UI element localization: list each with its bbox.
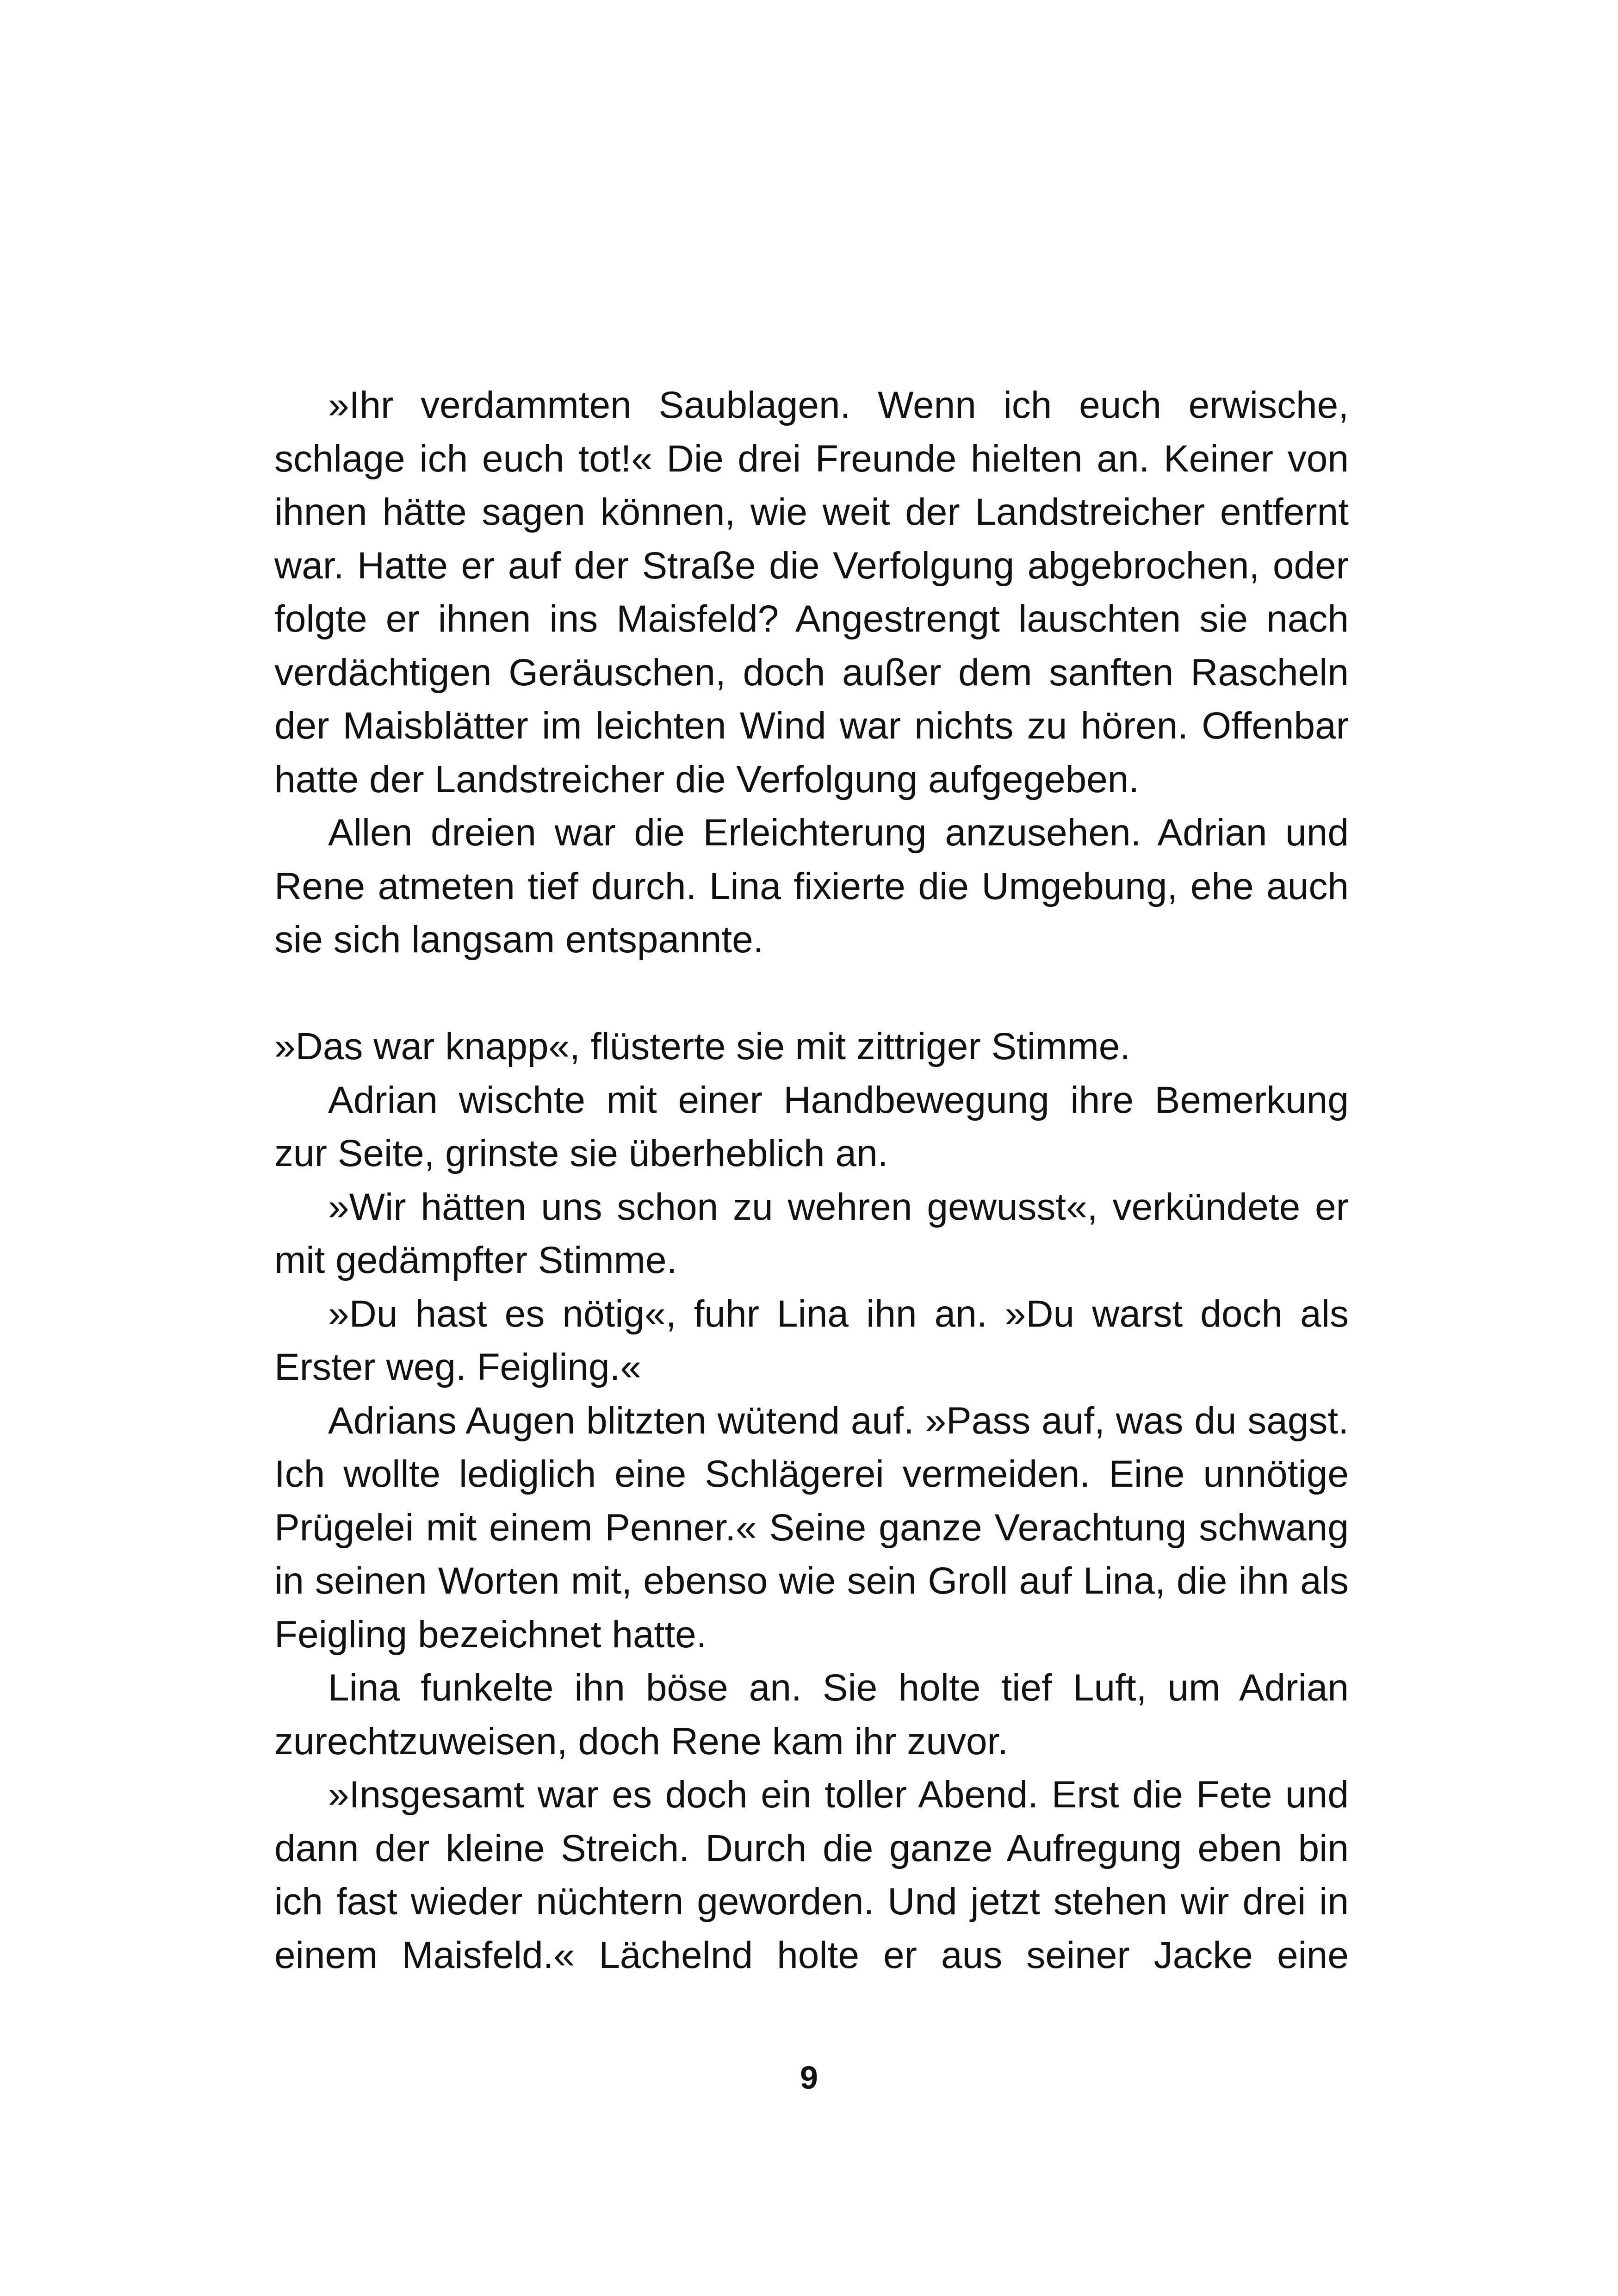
paragraph-9: »Insgesamt war es doch ein toller Abend. Erst die Fete und dann der kleine Streich. Durch die ganze Aufregung eben bin ich fast wieder nüchtern geworden. Und jetzt stehen wir drei in einem Maisfeld.« Lächelnd holte er aus seiner Jacke eine (274, 1774, 1349, 1976)
paragraph-4: Adrian wischte mit einer Handbewegung ihre Bemerkung zur Seite, grinste sie überheblich an. (274, 1079, 1349, 1174)
section-break (274, 967, 1349, 1020)
page-number: 9 (800, 2060, 818, 2096)
paragraph-7: Adrians Augen blitzten wütend auf. »Pass auf, was du sagst. Ich wollte lediglich eine Schlägerei vermeiden. Eine unnötige Prügelei mit einem Penner.« Seine ganze Verachtung schwang in seinen Worten mit, ebenso wie sein Groll auf Lina, die ihn als Feigling bezeichnet hatte. (274, 1399, 1349, 1656)
paragraph-8: Lina funkelte ihn böse an. Sie holte tief Luft, um Adrian zurechtzuweisen, doch Rene kam ihr zuvor. (274, 1667, 1349, 1762)
body-text (274, 379, 1349, 1982)
paragraph-5: »Wir hätten uns schon zu wehren gewusst«, verkündete er mit gedämpfter Stimme. (274, 1185, 1349, 1281)
paragraph-2: Allen dreien war die Erleichterung anzusehen. Adrian und Rene atmeten tief durch. Lina fixierte die Umgebung, ehe auch sie sich langsam entspannte. (274, 812, 1349, 961)
paragraph-3: »Das war knapp«, flüsterte sie mit zittriger Stimme. (274, 1025, 1131, 1067)
paragraph-1: »Ihr verdammten Saublagen. Wenn ich euch erwische, schlage ich euch tot!« Die drei Freunde hielten an. Keiner von ihnen hätte sagen können, wie weit der Landstreicher entfernt war. Hatte er auf der Straße die Verfolgung abgebrochen, oder folgte er ihnen ins Maisfeld? Angestrengt lauschten sie nach verdächtigen Geräuschen, doch außer dem sanften Rascheln der Maisblätter im leichten Wind war nichts zu hören. Offenbar hatte der Landstreicher die Verfolgung aufgegeben. (274, 384, 1349, 800)
paragraph-6: »Du hast es nötig«, fuhr Lina ihn an. »Du warst doch als Erster weg. Feigling.« (274, 1292, 1349, 1388)
